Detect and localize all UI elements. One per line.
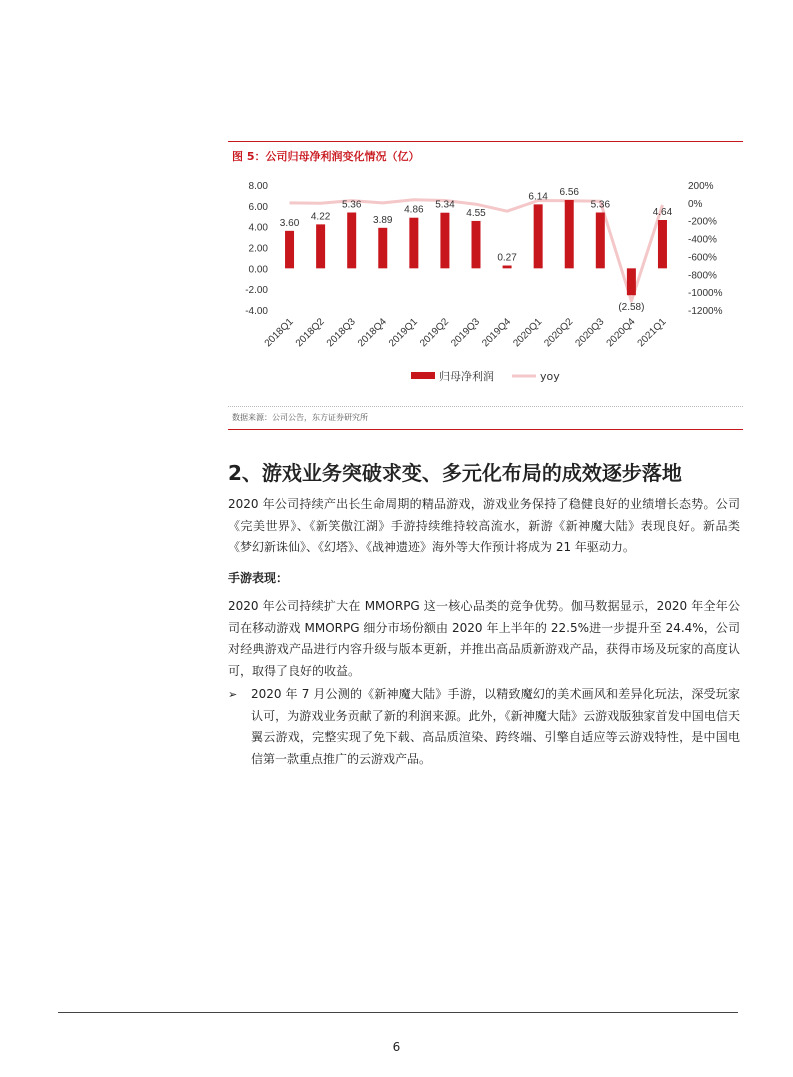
data-label: 6.14 [528,191,548,203]
bullet-arrow-icon: ➢ [228,688,238,701]
figure-5 [228,141,743,431]
data-label: 0.27 [497,252,517,264]
x-tick-label: 2019Q4 [480,316,514,350]
x-tick-label: 2019Q1 [387,316,420,350]
legend-bar-label: 归母净利润 [439,370,494,383]
data-label: 4.22 [310,211,331,223]
data-label: 4.55 [466,207,486,219]
x-tick-label: 2020Q3 [573,316,607,350]
x-tick-label: 2020Q1 [511,316,545,350]
footer-rule [58,1012,738,1013]
y-right-tick-label: -1200% [688,306,723,317]
data-label: 5.36 [590,199,611,211]
bar-2019Q2 [440,213,449,269]
data-label: (2.58) [618,302,645,314]
x-tick-label: 2018Q2 [293,316,327,350]
bar-2021Q1 [658,220,667,268]
subheading-mobile-games: 手游表现： [228,571,289,585]
x-tick-label: 2021Q1 [635,316,669,350]
y-left-tick-label: 2.00 [248,243,268,255]
y-left-tick-label: -4.00 [245,306,268,317]
bar-2020Q1 [534,204,543,268]
bar-2018Q1 [285,231,294,268]
data-label: 5.36 [341,199,362,211]
y-right-tick-label: -1000% [688,288,723,300]
bar-2019Q1 [409,218,418,269]
bullet-paragraph: 2020 年 7 月公测的《新神魔大陆》手游，以精致魔幻的美术画风和差异化玩法，深受玩家认可，为游戏业务贡献了新的利润来源。此外，《新神魔大陆》云游戏版独家首发中国电信天翼云游戏，完整实现了免下载、高品质渲染、跨终端、引擎自适应等云游戏特性，是中国电信第一款重点推广的云游戏产品。 [251,687,740,766]
bar-2018Q4 [378,228,387,269]
bar-2019Q4 [503,266,512,269]
bar-2020Q3 [596,213,605,269]
x-tick-label: 2019Q3 [449,316,483,350]
y-left-tick-label: -2.00 [245,285,268,297]
x-tick-label: 2020Q2 [542,316,576,350]
paragraph-2: 2020 年公司持续扩大在 MMORPG 这一核心品类的竞争优势。伽马数据显示，2020 年全年公司在移动游戏 MMORPG 细分市场份额由 2020 年上半年的 22.5%进一步提升至 24.4%，公司对经典游戏产品进行内容升级与版本更新，并推出高品质新游戏产品，获得市场及玩家的高度认可，取得了良好的收益。 [228,599,740,678]
y-left-tick-label: 6.00 [248,201,268,213]
y-right-tick-label: -200% [688,216,717,228]
y-left-tick-label: 0.00 [248,264,268,276]
x-tick-label: 2019Q2 [418,316,452,350]
y-left-tick-label: 4.00 [248,222,268,234]
y-right-tick-label: -800% [688,270,717,282]
data-label: 3.60 [279,217,300,229]
y-right-tick-label: 0% [688,198,703,210]
y-left-tick-label: 8.00 [248,181,268,192]
bar-2020Q2 [565,200,574,268]
x-tick-label: 2020Q4 [604,316,638,350]
legend-line-label: yoy [540,370,560,383]
section-title: 2、游戏业务突破求变、多元化布局的成效逐步落地 [228,461,682,485]
y-right-tick-label: -400% [688,234,717,246]
figure-title: 图 5：公司归母净利润变化情况（亿） [232,150,420,163]
figure-top-rule [228,141,743,142]
bar-2018Q2 [316,224,325,268]
data-label: 5.34 [435,199,455,211]
figure-bottom-rule [228,429,743,430]
bar-2018Q3 [347,213,356,269]
figure-divider [228,406,743,407]
paragraph-1: 2020 年公司持续产出长生命周期的精品游戏，游戏业务保持了稳健良好的业绩增长态势。公司《完美世界》、《新笑傲江湖》手游持续维持较高流水，新游《新神魔大陆》表现良好。新品类《梦幻新诛仙》、《幻塔》、《战神遗迹》海外等大作预计将成为 21 年驱动力。 [228,497,740,554]
figure-source: 数据来源：公司公告，东方证券研究所 [232,413,368,422]
data-label: 4.64 [652,207,673,218]
data-label: 3.89 [373,214,393,226]
y-right-tick-label: 200% [688,181,714,192]
y-right-tick-label: -600% [688,252,717,264]
data-label: 6.56 [559,187,579,198]
x-tick-label: 2018Q3 [324,316,358,350]
bar-2020Q4 [627,268,636,295]
legend-bar-swatch [411,372,435,379]
x-tick-label: 2018Q4 [355,316,389,350]
data-label: 4.86 [404,204,424,216]
page-number: 6 [392,1040,401,1054]
net-profit-chart [228,171,743,403]
bar-2019Q3 [472,221,481,268]
x-tick-label: 2018Q1 [262,316,296,350]
